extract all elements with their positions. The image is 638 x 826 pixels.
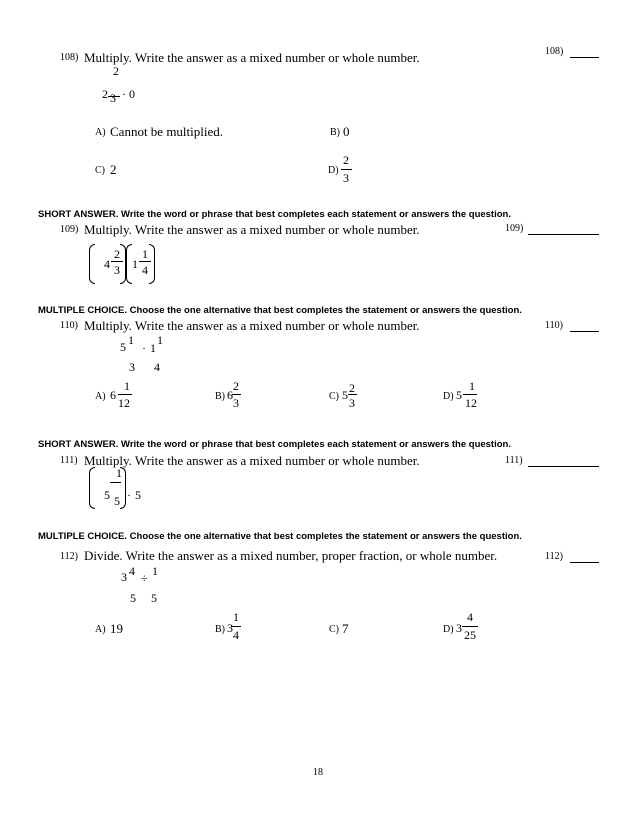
choice-a-label: A) — [95, 127, 106, 138]
answer-number: 108) — [545, 46, 564, 57]
choice-a-label: A) — [95, 624, 106, 635]
question-text: Multiply. Write the answer as a mixed number or whole number. — [84, 318, 420, 333]
expr-operator: · — [122, 87, 126, 101]
choice-c-numerator[interactable]: 2 — [349, 381, 355, 395]
answer-blank[interactable] — [528, 233, 599, 235]
expr-denominator-1: 3 — [114, 263, 120, 277]
answer-blank[interactable] — [570, 330, 599, 332]
expr-right: 5 — [135, 488, 141, 502]
expr-denominator: 3 — [110, 91, 116, 105]
choice-c[interactable]: 7 — [342, 621, 349, 636]
fraction-bar — [462, 626, 478, 627]
expr-numerator: 2 — [113, 64, 119, 78]
expr-whole-1: 4 — [104, 257, 110, 271]
choice-b-label: B) — [330, 127, 340, 138]
choice-c[interactable]: 2 — [110, 162, 117, 177]
choice-d-denominator[interactable]: 3 — [343, 171, 349, 185]
fraction-bar — [118, 394, 132, 395]
choice-b-numerator[interactable]: 1 — [233, 610, 239, 624]
choice-d-whole[interactable]: 5 — [456, 388, 462, 402]
question-number: 112) — [60, 551, 78, 562]
expr-denominator-2: 4 — [142, 263, 148, 277]
question-number: 111) — [60, 455, 78, 466]
expr-numerator-1: 2 — [114, 247, 120, 261]
answer-number: 112) — [545, 551, 563, 562]
expr-numerator-1: 1 — [128, 333, 134, 347]
choice-c-denominator[interactable]: 3 — [349, 396, 355, 410]
question-text: Multiply. Write the answer as a mixed number or whole number. — [84, 222, 420, 237]
section-header-short-answer: SHORT ANSWER. Write the word or phrase that best completes each statement or answers the question. — [38, 439, 511, 450]
choice-d-whole[interactable]: 3 — [456, 621, 462, 635]
choice-b-numerator[interactable]: 2 — [233, 379, 239, 393]
choice-d-numerator[interactable]: 2 — [343, 153, 349, 167]
question-number: 109) — [60, 224, 79, 235]
choice-b-label: B) — [215, 391, 225, 402]
expr-whole-1: 3 — [121, 570, 127, 584]
answer-blank[interactable] — [570, 561, 599, 563]
expr-whole: 2 — [102, 87, 108, 101]
fraction-bar — [232, 626, 241, 627]
expr-whole-2: 1 — [132, 257, 138, 271]
choice-d-numerator[interactable]: 4 — [467, 610, 473, 624]
choice-b-whole[interactable]: 3 — [227, 621, 233, 635]
choice-d-label: D) — [443, 391, 454, 402]
choice-c-whole[interactable]: 5 — [342, 388, 348, 402]
choice-a[interactable]: 19 — [110, 621, 123, 636]
expr-numerator-2: 1 — [152, 564, 158, 578]
question-text: Multiply. Write the answer as a mixed number or whole number. — [84, 453, 420, 468]
choice-d-numerator[interactable]: 1 — [469, 379, 475, 393]
right-paren — [149, 244, 155, 284]
choice-c-label: C) — [95, 165, 105, 176]
choice-a-numerator[interactable]: 1 — [124, 379, 130, 393]
choice-c-label: C) — [329, 624, 339, 635]
answer-number: 110) — [545, 320, 563, 331]
question-text: Divide. Write the answer as a mixed number, proper fraction, or whole number. — [84, 548, 498, 563]
question-number: 110) — [60, 320, 78, 331]
section-header-short-answer: SHORT ANSWER. Write the word or phrase that best completes each statement or answers the question. — [38, 209, 511, 220]
expr-numerator: 1 — [116, 466, 122, 480]
fraction-bar — [232, 394, 241, 395]
fraction-bar — [341, 169, 352, 170]
expr-operator: · — [142, 341, 146, 355]
expr-numerator-2: 1 — [157, 333, 163, 347]
expr-whole: 5 — [104, 488, 110, 502]
expr-denominator: 5 — [114, 494, 120, 508]
expr-operator: ÷ — [141, 571, 148, 585]
expr-right: 0 — [129, 87, 135, 101]
choice-b-denominator[interactable]: 3 — [233, 396, 239, 410]
choice-a-denominator[interactable]: 12 — [118, 396, 130, 410]
answer-blank[interactable] — [528, 465, 599, 467]
right-paren — [120, 467, 126, 509]
choice-b-denominator[interactable]: 4 — [233, 628, 239, 642]
choice-a-whole[interactable]: 6 — [110, 388, 116, 402]
choice-d-denominator[interactable]: 25 — [464, 628, 476, 642]
fraction-bar — [348, 394, 357, 395]
expr-whole-2: 1 — [150, 341, 156, 355]
left-paren — [89, 467, 95, 509]
choice-b-label: B) — [215, 624, 225, 635]
fraction-bar — [463, 394, 477, 395]
question-text: Multiply. Write the answer as a mixed number or whole number. — [84, 50, 420, 65]
answer-number: 111) — [505, 455, 523, 466]
choice-b[interactable]: 0 — [343, 124, 350, 139]
choice-b-whole[interactable]: 6 — [227, 388, 233, 402]
choice-c-label: C) — [329, 391, 339, 402]
expr-operator: · — [127, 488, 131, 502]
expr-denominator-1: 3 — [129, 360, 135, 374]
choice-d-label: D) — [443, 624, 454, 635]
expr-whole-1: 5 — [120, 340, 126, 354]
expr-denominator-2: 4 — [154, 360, 160, 374]
left-paren — [89, 244, 95, 284]
section-header-multiple-choice: MULTIPLE CHOICE. Choose the one alternative that best completes the statement or answers the question. — [38, 305, 522, 316]
page-number: 18 — [313, 767, 323, 778]
expr-numerator-1: 4 — [129, 564, 135, 578]
choice-a[interactable]: Cannot be multiplied. — [110, 124, 224, 139]
question-number: 108) — [60, 52, 79, 63]
expr-denominator-1: 5 — [130, 591, 136, 605]
answer-blank[interactable] — [570, 56, 599, 58]
expr-numerator-2: 1 — [142, 247, 148, 261]
choice-d-label: D) — [328, 165, 339, 176]
section-header-multiple-choice: MULTIPLE CHOICE. Choose the one alternative that best completes the statement or answers the question. — [38, 531, 522, 542]
choice-d-denominator[interactable]: 12 — [465, 396, 477, 410]
answer-number: 109) — [505, 223, 524, 234]
expr-denominator-2: 5 — [151, 591, 157, 605]
choice-a-label: A) — [95, 391, 106, 402]
